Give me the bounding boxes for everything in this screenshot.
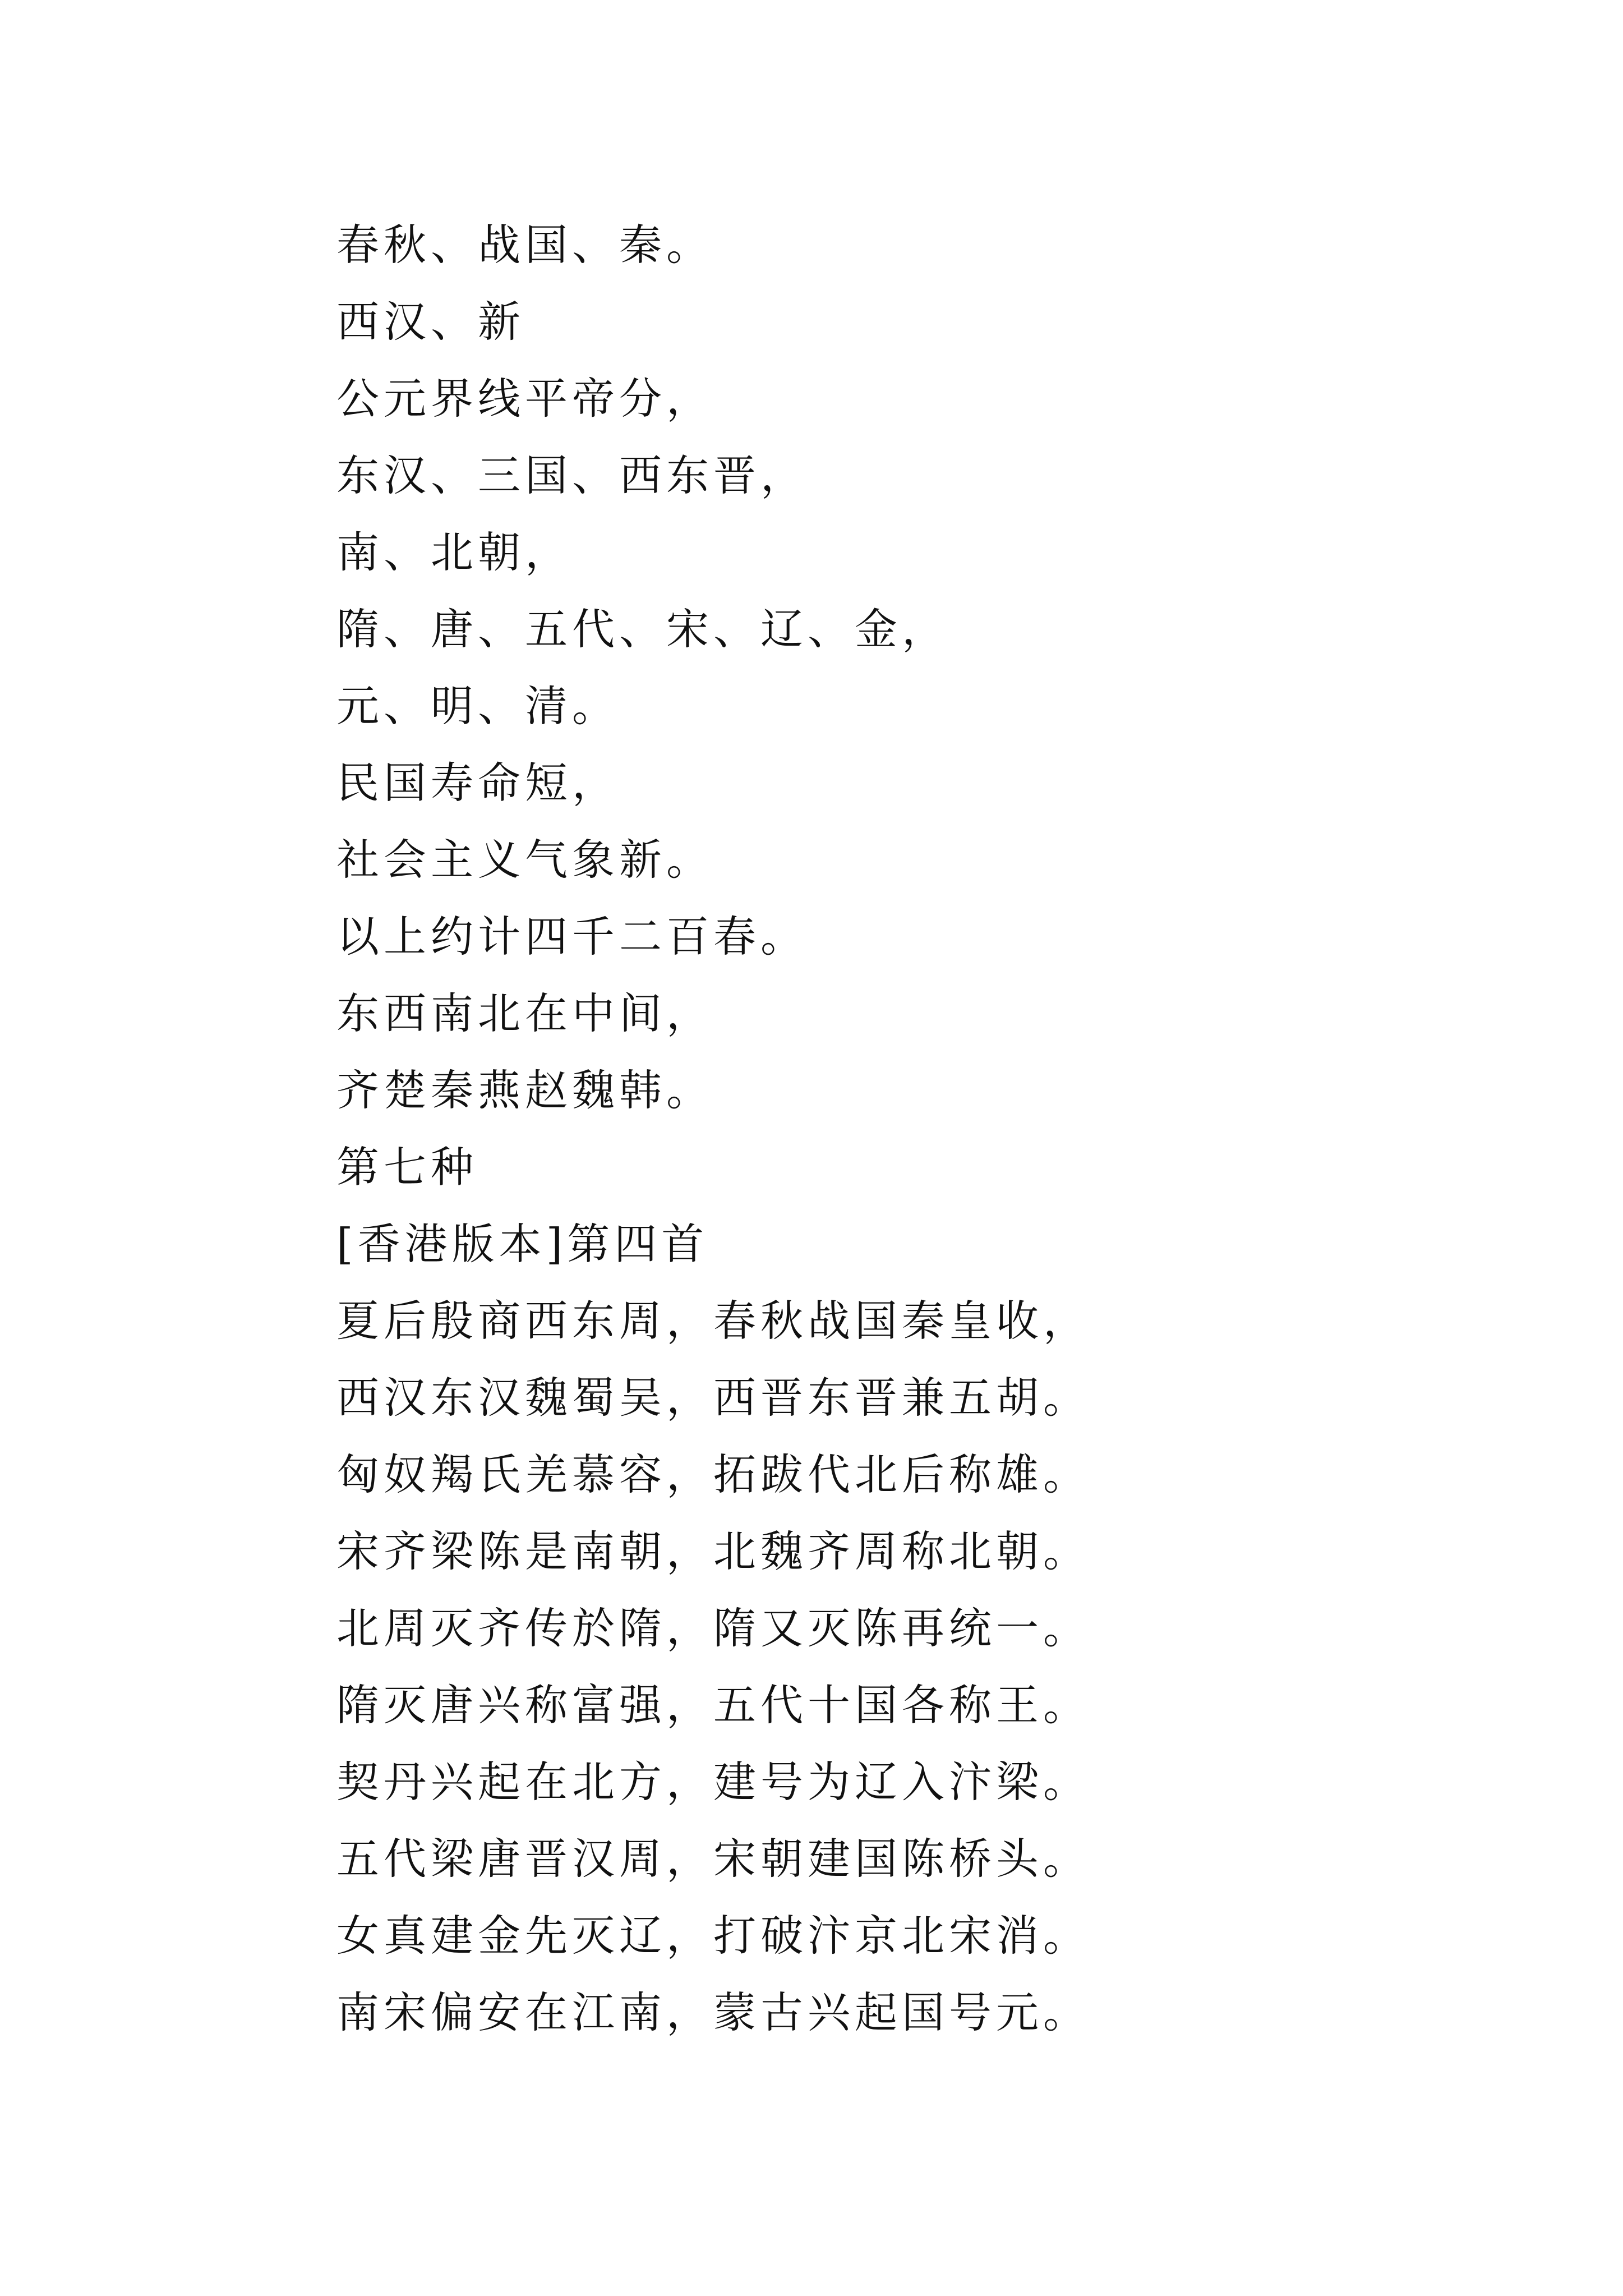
- poem-text-block: [336, 206, 1514, 2051]
- text-line: 隋灭唐兴称富强，五代十国各称王。: [336, 1680, 1090, 1730]
- text-line: 南、北朝，: [336, 527, 572, 577]
- section-subheading: [香港版本]第四首: [336, 1219, 709, 1269]
- text-line: 西汉东汉魏蜀吴，西晋东晋兼五胡。: [336, 1373, 1090, 1423]
- text-line: 社会主义气象新。: [336, 835, 713, 885]
- text-line: 东西南北在中间，: [336, 988, 713, 1038]
- text-line: 公元界线平帝分，: [336, 374, 713, 424]
- text-line: 民国寿命短，: [336, 758, 619, 808]
- text-line: 西汉、新: [336, 297, 525, 347]
- text-line: 女真建金先灭辽，打破汴京北宋消。: [336, 1911, 1090, 1961]
- text-line: 春秋、战国、秦。: [336, 220, 713, 270]
- text-line: 元、明、清。: [336, 681, 619, 731]
- text-line: 宋齐梁陈是南朝，北魏齐周称北朝。: [336, 1526, 1090, 1576]
- text-line: 北周灭齐传於隋，隋又灭陈再统一。: [336, 1603, 1090, 1653]
- text-line: 夏后殷商西东周，春秋战国秦皇收，: [336, 1296, 1090, 1346]
- text-line: 隋、唐、五代、宋、辽、金，: [336, 604, 949, 654]
- text-line: 以上约计四千二百春。: [336, 912, 808, 961]
- section-heading: 第七种: [336, 1142, 478, 1192]
- text-line: 东汉、三国、西东晋，: [336, 450, 808, 500]
- text-line: 五代梁唐晋汉周，宋朝建国陈桥头。: [336, 1834, 1090, 1884]
- text-line: 齐楚秦燕赵魏韩。: [336, 1065, 713, 1115]
- text-line: 契丹兴起在北方，建号为辽入汴梁。: [336, 1757, 1090, 1807]
- text-line: 匈奴羯氏羌慕容，拓跋代北后称雄。: [336, 1450, 1090, 1499]
- text-line: 南宋偏安在江南，蒙古兴起国号元。: [336, 1987, 1090, 2037]
